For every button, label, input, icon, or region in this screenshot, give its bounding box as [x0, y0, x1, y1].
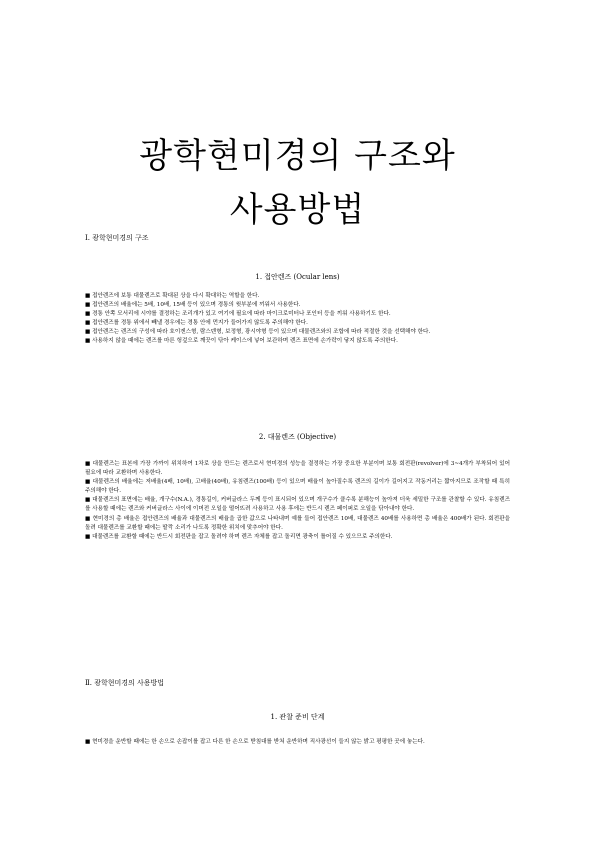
ocular-item: ■ 경통 안쪽 모서리에 시야를 결정하는 조리개가 있고 여기에 필요에 따라 마이크로미터나 포인터 등을 끼워 사용하기도 한다. — [85, 311, 391, 318]
section-label-2: Ⅱ. 광학현미경의 사용방법 — [85, 679, 165, 687]
objective-item: ■ 대물렌즈는 표본에 가장 가까이 위치하여 1차로 상을 만드는 렌즈로서 현미경의 성능을 결정하는 가장 중요한 부분이며 보통 회전판(revolver)에 3~4개가 부착되어 있어 필요에 따라 교환하며 사용한다. — [85, 461, 510, 477]
ocular-item: ■ 접안렌즈의 배율에는 5배, 10배, 15배 등이 있으며 경통의 윗부분에 끼워서 사용한다. — [85, 302, 301, 309]
ocular-item: ■ 접안렌즈를 경통 위에서 빼낼 경우에는 경통 안에 먼지가 들어가지 않도록 주의해야 한다. — [85, 320, 308, 327]
section-heading-objective: 2. 대물렌즈 (Objective) — [258, 433, 337, 441]
ocular-paragraphs — [85, 292, 510, 347]
objective-item: ■ 대물렌즈의 표면에는 배율, 개구수(N.A.), 경통길이, 커버글라스 두께 등이 표시되어 있으며 개구수가 클수록 분해능이 높아져 더욱 세밀한 구조를 관찰할 수 있다. 유침렌즈를 사용할 때에는 렌즈와 커버글라스 사이에 이머전 오일을 떨어뜨려 사용하고 사용 후에는 반드시 렌즈 페이퍼로 오일을 닦아내야 한다. — [85, 497, 510, 513]
objective-item: ■ 대물렌즈를 교환할 때에는 반드시 회전판을 잡고 돌려야 하며 렌즈 자체를 잡고 돌리면 광축이 틀어질 수 있으므로 주의한다. — [85, 533, 393, 540]
ocular-item: ■ 접안렌즈는 렌즈의 구성에 따라 호이겐스형, 람스덴형, 보정형, 광시야형 등이 있으며 대물렌즈와의 조합에 따라 적절한 것을 선택해야 한다. — [85, 329, 431, 336]
preparation-item: ■ 현미경을 운반할 때에는 한 손으로 손잡이를 잡고 다른 한 손으로 받침대를 받쳐 운반하며 직사광선이 들지 않는 밝고 평평한 곳에 놓는다. — [85, 739, 425, 745]
objective-item: ■ 현미경의 총 배율은 접안렌즈의 배율과 대물렌즈의 배율을 곱한 값으로 나타내며 예를 들어 접안렌즈 10배, 대물렌즈 40배를 사용하면 총 배율은 400배가 된다. 회전판을 돌려 대물렌즈를 교환할 때에는 딸깍 소리가 나도록 정확한 위치에 맞추어야 한다. — [85, 515, 510, 531]
section-heading-preparation: 1. 관찰 준비 단계 — [270, 713, 325, 721]
preparation-paragraphs — [85, 738, 510, 747]
ocular-item: ■ 사용하지 않을 때에는 렌즈를 마른 헝겊으로 깨끗이 닦아 케이스에 넣어 보관하며 렌즈 표면에 손가락이 닿지 않도록 주의한다. — [85, 338, 398, 345]
document-title-line2: 사용방법 — [229, 190, 366, 230]
section-label-1: Ⅰ. 광학현미경의 구조 — [85, 234, 149, 242]
section-heading-ocular: 1. 접안렌즈 (Ocular lens) — [255, 273, 340, 281]
document-title-line1: 광학현미경의 구조와 — [139, 136, 456, 176]
objective-item: ■ 대물렌즈의 배율에는 저배율(4배, 10배), 고배율(40배), 유침렌즈(100배) 등이 있으며 배율이 높아질수록 렌즈의 길이가 길어지고 작동거리는 짧아지므로 조작할 때 특히 주의해야 한다. — [85, 479, 510, 495]
ocular-item: ■ 접안렌즈에 보통 대물렌즈로 확대된 상을 다시 확대하는 역할을 한다. — [85, 293, 260, 299]
objective-paragraphs — [85, 460, 510, 542]
